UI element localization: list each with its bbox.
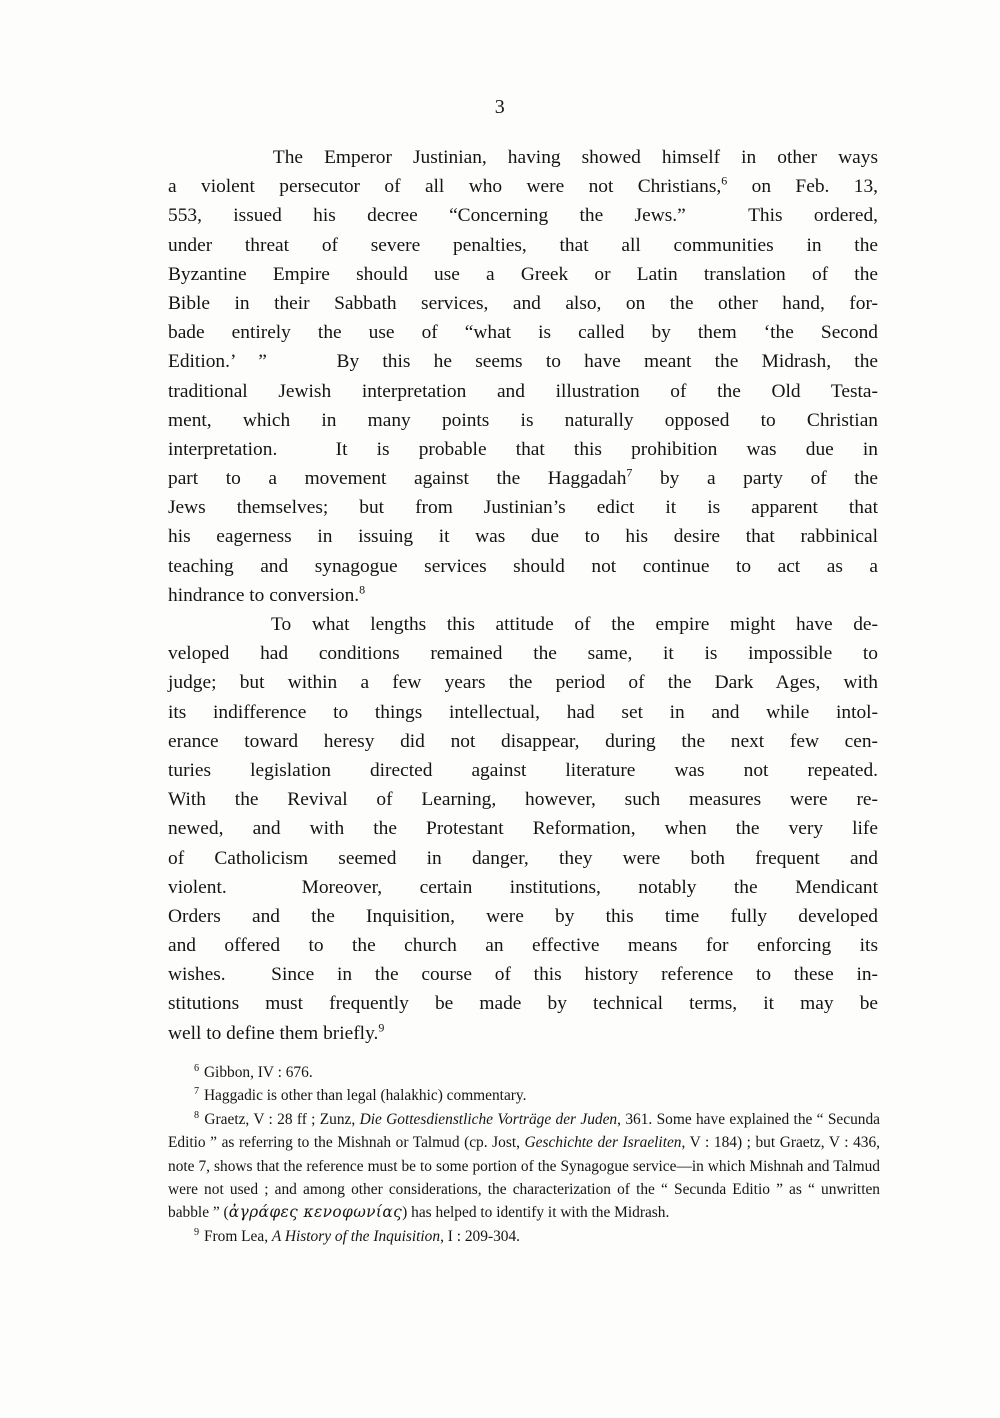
footnote-reference: 9: [378, 1020, 385, 1035]
footnote-marker: 7: [194, 1086, 200, 1098]
text-line: his eagerness in issuing it was due to his desire that rabbinical: [168, 526, 878, 548]
text-line: traditional Jewish interpretation and illustration of the Old Testa-: [168, 380, 878, 402]
text-line: Byzantine Empire should use a Greek or Latin translation of the: [168, 263, 878, 285]
footnote-text: Haggadic is other than legal (halakhic) commentary.: [203, 1087, 527, 1105]
text-line: Edition.’ ” By this he seems to have meant the Midrash, the: [168, 351, 878, 373]
footnote-block: [168, 1061, 880, 1248]
footnote-marker: 8: [194, 1109, 200, 1121]
footnote-marker: 6: [194, 1062, 200, 1074]
footnote-6: [168, 1061, 880, 1084]
footnote-text: Graetz, V : 28 ff ; Zunz,: [204, 1110, 360, 1128]
text-line: well to define them briefly.$^9$: [168, 1020, 385, 1044]
text-line: violent. Moreover, certain institutions, notably the Mendicant: [168, 876, 878, 898]
footnote-indent: [168, 1228, 194, 1245]
footnote-marker: 9: [194, 1226, 200, 1238]
footnote-reference: 7: [626, 465, 633, 480]
text-line: hindrance to conversion.$^8$: [168, 582, 366, 606]
text-line: part to a movement against the Haggadah$^7$ by a party of the: [168, 465, 878, 490]
footnote-reference: 8: [359, 582, 366, 597]
text-line: interpretation. It is probable that this prohibition was due in: [168, 438, 878, 460]
paragraph-justinian: [168, 143, 878, 610]
footnote-8: [168, 1108, 880, 1225]
text-line: Jews themselves; but from Justinian’s edict it is apparent that: [168, 497, 878, 519]
footnote-reference: 6: [721, 173, 728, 188]
body-text-block: [168, 143, 878, 1048]
text-line: its indifference to things intellectual, had set in and while intol-: [168, 701, 878, 723]
text-line: of Catholicism seemed in danger, they were both frequent and: [168, 847, 878, 869]
footnote-title-italic: Die Gottesdienstliche Vorträge der Juden: [359, 1110, 618, 1128]
footnote-text: , I : 209-304.: [440, 1227, 520, 1245]
greek-phrase: ἀγράφες κενοφωνίας: [228, 1203, 403, 1222]
text-line: 553, issued his decree “Concerning the Jews.” This ordered,: [168, 205, 878, 227]
footnote-indent: [168, 1087, 194, 1104]
footnote-text: , V : 184) ; but Graetz, V : 436, note 7, shows that the reference must be to some portion of the Synagogue service—in which Mishnah and Talmud were not used ; and among other considerations, the characterization of the “ Secunda Editio ” as “ unwritten babble ” (: [168, 1134, 880, 1222]
footnote-text: ) has helped to identify it with the Midrash.: [402, 1204, 670, 1222]
text-line: erance toward heresy did not disappear, during the next few cen-: [168, 730, 878, 752]
text-line: stitutions must frequently be made by technical terms, it may be: [168, 993, 878, 1015]
text-line: Bible in their Sabbath services, and also, on the other hand, for-: [168, 292, 878, 314]
footnote-title-italic: A History of the Inquisition: [271, 1227, 441, 1245]
footnote-9: [168, 1225, 880, 1248]
footnote-title-italic: Geschichte der Israeliten: [524, 1134, 682, 1152]
text-line: bade entirely the use of “what is called by them ‘the Second: [168, 322, 878, 344]
page-number: 3: [494, 96, 506, 118]
footnote-text: From Lea,: [203, 1227, 272, 1245]
text-line: under threat of severe penalties, that all communities in the: [168, 234, 878, 256]
text-line: and offered to the church an effective means for enforcing its: [168, 935, 878, 957]
text-line: a violent persecutor of all who were not Christians,$^6$ on Feb. 13,: [168, 173, 878, 198]
footnote-text: Gibbon, IV : 676.: [203, 1064, 313, 1081]
text-line: newed, and with the Protestant Reformation, when the very life: [168, 818, 878, 840]
footnote-indent: [168, 1064, 194, 1081]
text-line: ment, which in many points is naturally opposed to Christian: [168, 409, 878, 431]
text-line: veloped had conditions remained the same, it is impossible to: [168, 643, 878, 665]
text-line: Orders and the Inquisition, were by this time fully developed: [168, 905, 878, 927]
text-line: wishes. Since in the course of this history reference to these in-: [168, 964, 878, 986]
text-line: turies legislation directed against literature was not repeated.: [168, 759, 878, 781]
text-line: teaching and synagogue services should not continue to act as a: [168, 555, 878, 577]
footnote-7: [168, 1084, 880, 1107]
footnote-text: , 361. Some have explained the “ Secunda Editio ” as referring to the Mishnah or Talmud (cp. Jost,: [168, 1110, 880, 1152]
text-line: With the Revival of Learning, however, such measures were re-: [168, 789, 878, 811]
text-line: The Emperor Justinian, having showed himself in other ways: [168, 147, 878, 168]
text-line: judge; but within a few years the period of the Dark Ages, with: [168, 672, 878, 694]
paragraph-lengths: [168, 610, 878, 1048]
footnote-indent: [168, 1111, 194, 1128]
text-line: To what lengths this attitude of the empire might have de-: [168, 614, 878, 635]
